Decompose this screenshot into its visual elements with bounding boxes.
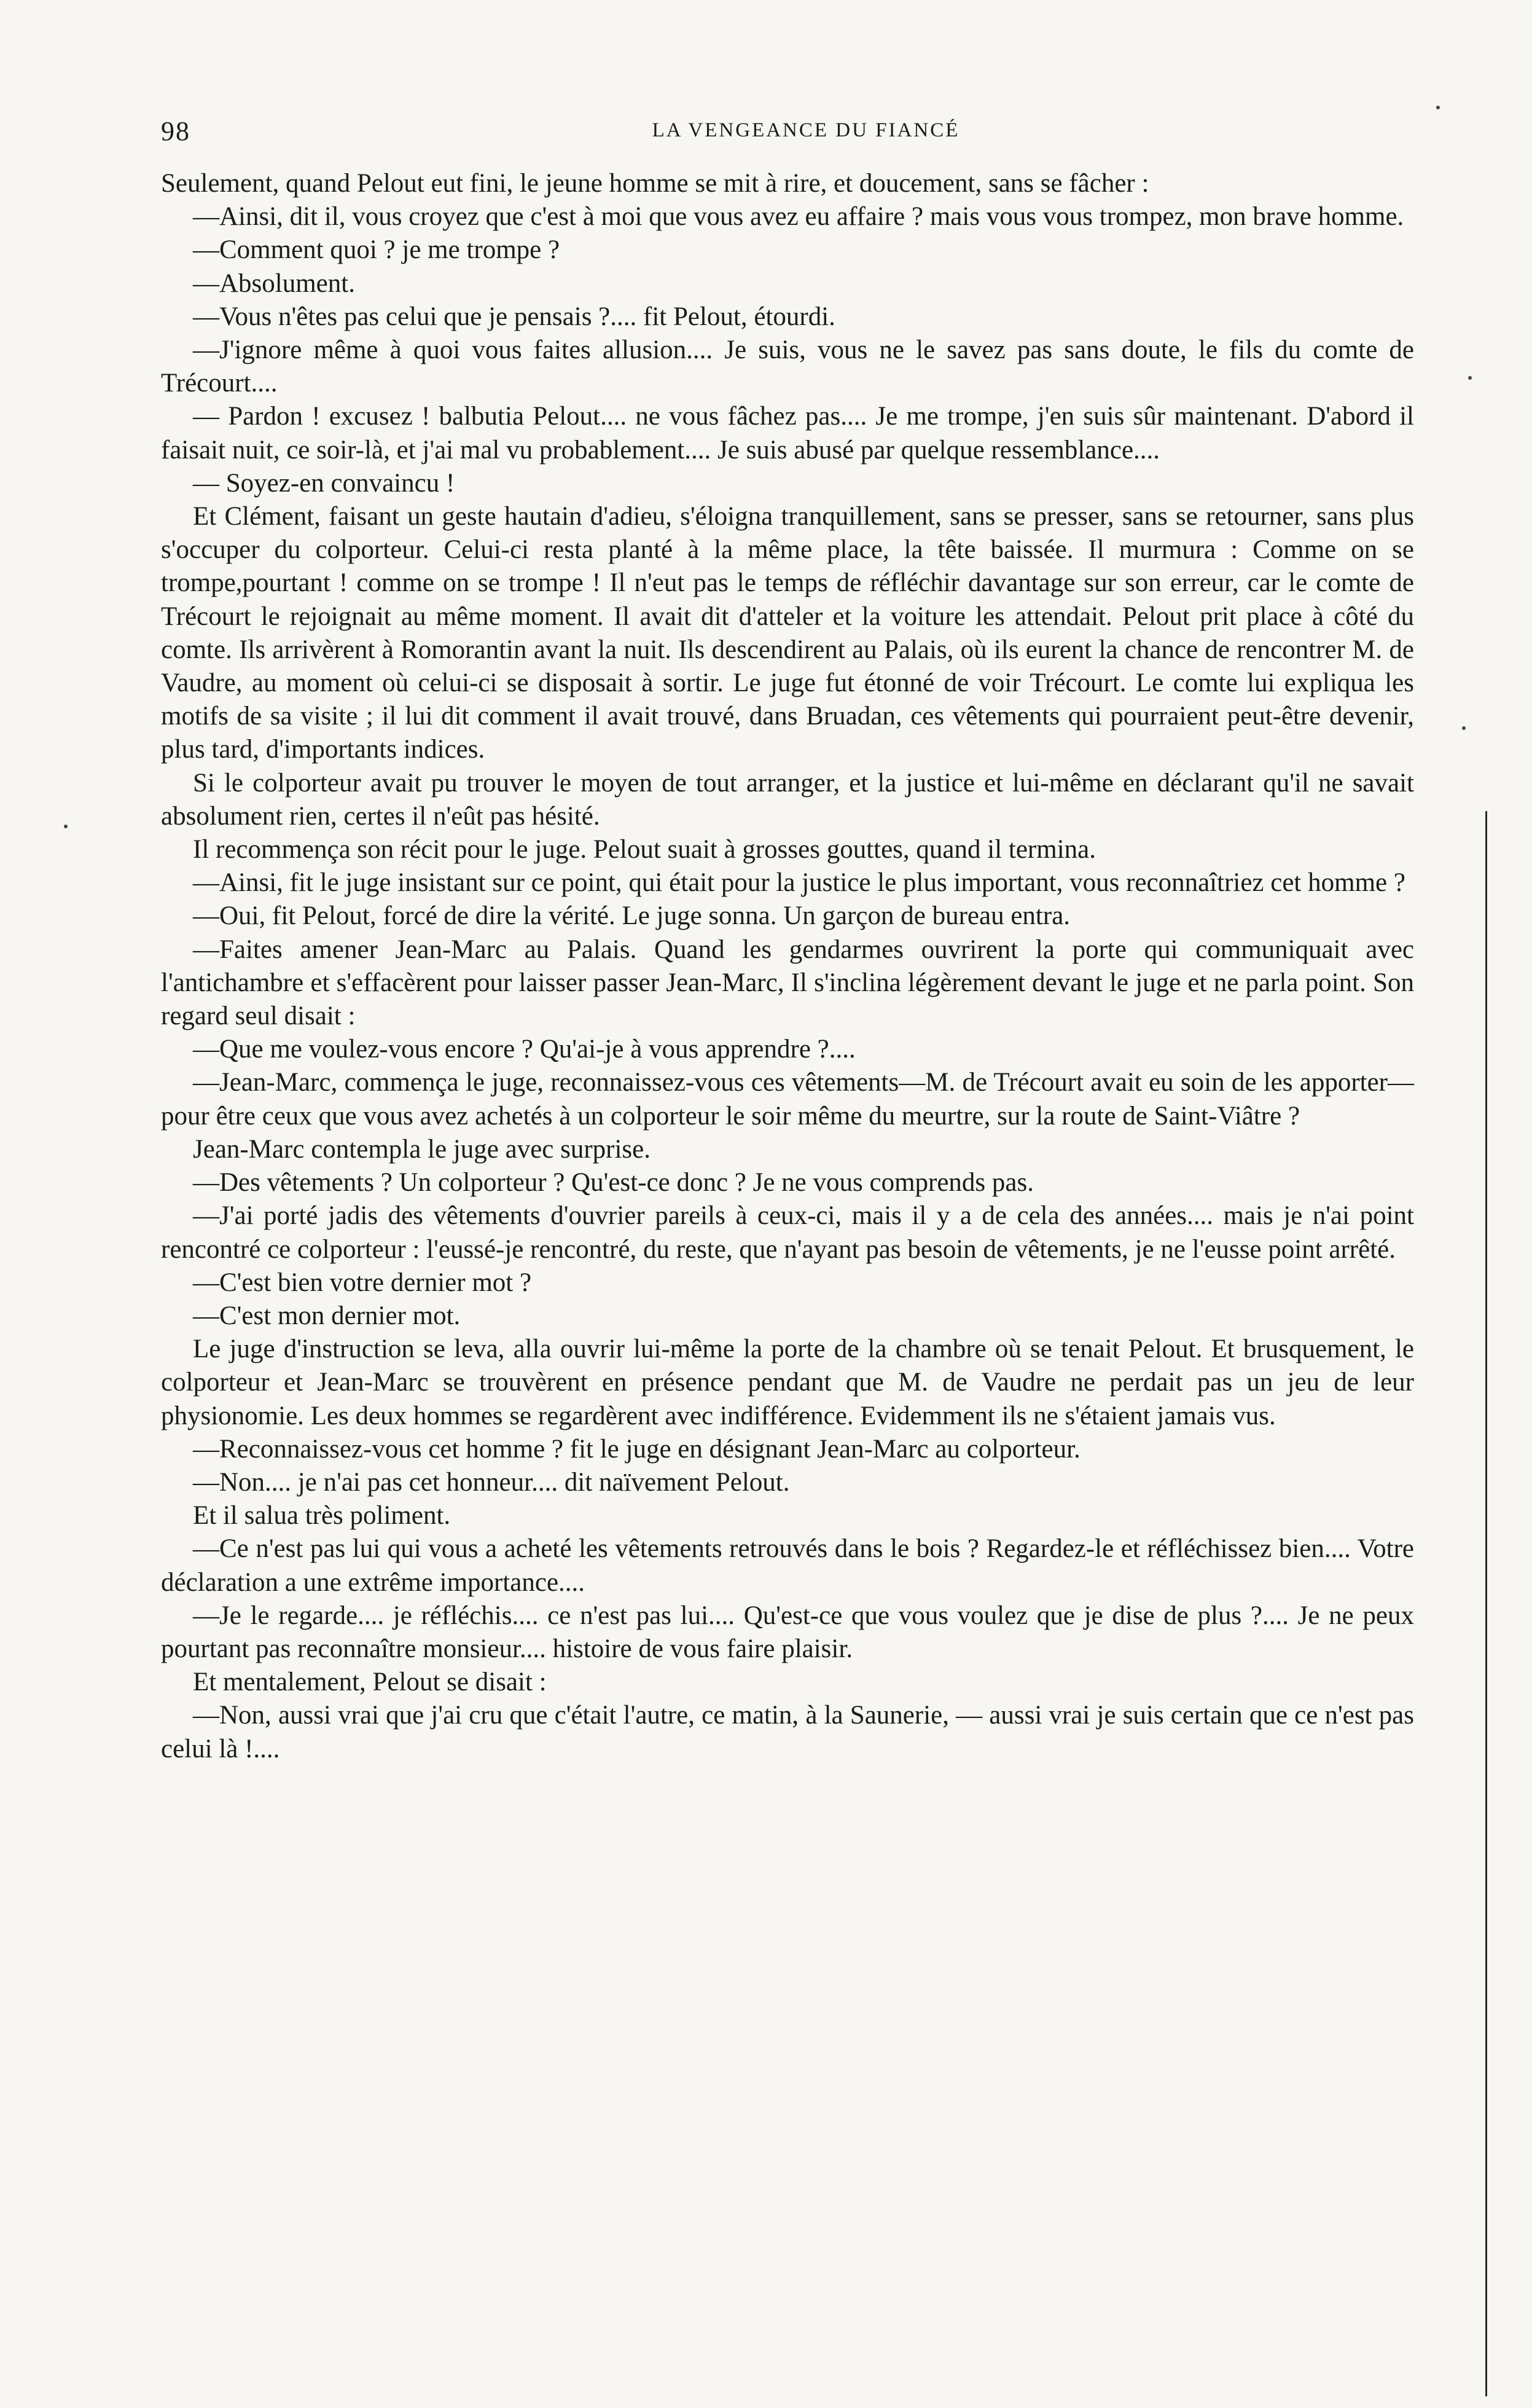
paragraph: —Comment quoi ? je me trompe ?: [193, 235, 560, 265]
paragraph: — Pardon ! excusez ! balbutia Pelout.... ne vous fâchez pas.... Je me trompe, j'en suis sûr maintenant. D'abord il faisait nuit, ce soir-là, et j'ai mal vu probablement.... Je suis abusé par quelque ressemblance....: [161, 402, 1414, 465]
paragraph: —Vous n'êtes pas celui que je pensais ?.... fit Pelout, étourdi.: [193, 302, 835, 331]
paragraph: —C'est mon dernier mot.: [193, 1301, 461, 1330]
paragraph: —Non.... je n'ai pas cet honneur.... dit naïvement Pelout.: [193, 1467, 790, 1497]
paragraph: Il recommença son récit pour le juge. Pelout suait à grosses gouttes, quand il termina.: [193, 835, 1096, 865]
paragraph: —Ainsi, fit le juge insistant sur ce point, qui était pour la justice le plus important, vous reconnaîtriez cet homme ?: [193, 868, 1405, 898]
paragraph: —Non, aussi vrai que j'ai cru que c'était l'autre, ce matin, à la Saunerie, — aussi vrai je suis certain que ce n'est pas celui là !....: [161, 1701, 1414, 1763]
running-title: LA VENGEANCE DU FIANCÉ: [652, 119, 960, 141]
page-header: [161, 116, 1451, 152]
body-text: [161, 167, 1414, 1766]
print-speck: [1468, 376, 1472, 380]
paragraph: —Oui, fit Pelout, forcé de dire la vérité. Le juge sonna. Un garçon de bureau entra.: [193, 901, 1071, 931]
paragraph: —Ainsi, dit il, vous croyez que c'est à moi que vous avez eu affaire ? mais vous vous trompez, mon brave homme.: [193, 202, 1404, 232]
paragraph: Et Clément, faisant un geste hautain d'adieu, s'éloigna tranquillement, sans se presser, sans se retourner, sans plus s'occuper du colporteur. Celui-ci resta planté à la même place, la tête baissée. Il murmura : Comme on se trompe,pourtant ! comme on se trompe ! Il n'eut pas le temps de réfléchir davantage sur son erreur, car le comte de Trécourt le rejoignait au même moment. Il avait dit d'atteler et la voiture les attendait. Pelout prit place à côté du comte. Ils arrivèrent à Romorantin avant la nuit. Ils descendirent au Palais, où ils eurent la chance de rencontrer M. de Vaudre, au moment où celui-ci se disposait à sortir. Le juge fut étonné de voir Trécourt. Le comte lui expliqua les motifs de sa visite ; il lui dit comment il avait trouvé, dans Bruadan, ces vêtements qui pourraient peut-être devenir, plus tard, d'importants indices.: [161, 502, 1414, 764]
paragraph: —Je le regarde.... je réfléchis.... ce n'est pas lui.... Qu'est-ce que vous voulez que je dise de plus ?.... Je ne peux pourtant pas reconnaître monsieur.... histoire de vous faire plaisir.: [161, 1601, 1414, 1663]
paragraph: —Jean-Marc, commença le juge, reconnaissez-vous ces vêtements—M. de Trécourt avait eu soin de les apporter—pour être ceux que vous avez achetés à un colporteur le soir même du meurtre, sur la route de Saint-Viâtre ?: [161, 1068, 1414, 1131]
paragraph: Le juge d'instruction se leva, alla ouvrir lui-même la porte de la chambre où se tenait Pelout. Et brusquement, le colporteur et Jean-Marc se trouvèrent en présence pendant que M. de Vaudre ne perdait pas un jeu de leur physionomie. Les deux hommes se regardèrent avec indifférence. Evidemment ils ne s'étaient jamais vus.: [161, 1335, 1414, 1430]
paragraph: —Faites amener Jean-Marc au Palais. Quand les gendarmes ouvrirent la porte qui communiquait avec l'antichambre et s'effacèrent pour laisser passer Jean-Marc, Il s'inclina légèrement devant le juge et ne parla point. Son regard seul disait :: [161, 935, 1414, 1031]
paragraph: —Reconnaissez-vous cet homme ? fit le juge en désignant Jean-Marc au colporteur.: [193, 1434, 1081, 1464]
paragraph: — Soyez-en convaincu !: [193, 468, 455, 498]
paragraph: Et mentalement, Pelout se disait :: [193, 1668, 547, 1697]
paragraph: Jean-Marc contempla le juge avec surprise.: [193, 1134, 651, 1164]
paragraph: Seulement, quand Pelout eut fini, le jeune homme se mit à rire, et doucement, sans se fâcher :: [161, 169, 1149, 198]
print-speck: [1436, 106, 1440, 109]
page-gutter-line: [1485, 811, 1487, 2396]
paragraph: Et il salua très poliment.: [193, 1501, 451, 1531]
page-number: 98: [161, 116, 190, 146]
print-speck: [64, 825, 68, 828]
paragraph: —J'ai porté jadis des vêtements d'ouvrier pareils à ceux-ci, mais il y a de cela des années.... mais je n'ai point rencontré ce colporteur : l'eussé-je rencontré, du reste, que n'ayant pas besoin de vêtements, je ne l'eusse point arrêté.: [161, 1201, 1414, 1264]
paragraph: —Absolument.: [193, 269, 355, 298]
paragraph: —Des vêtements ? Un colporteur ? Qu'est-ce donc ? Je ne vous comprends pas.: [193, 1168, 1034, 1198]
paragraph: —C'est bien votre dernier mot ?: [193, 1268, 532, 1297]
paragraph: —J'ignore même à quoi vous faites allusion.... Je suis, vous ne le savez pas sans doute, le fils du comte de Trécourt....: [161, 335, 1414, 398]
paragraph: —Ce n'est pas lui qui vous a acheté les vêtements retrouvés dans le bois ? Regardez-le et réfléchissez bien.... Votre déclaration a une extrême importance....: [161, 1534, 1414, 1597]
paragraph: —Que me voulez-vous encore ? Qu'ai-je à vous apprendre ?....: [193, 1035, 856, 1064]
paragraph: Si le colporteur avait pu trouver le moyen de tout arranger, et la justice et lui-même en déclarant qu'il ne savait absolument rien, certes il n'eût pas hésité.: [161, 768, 1414, 831]
print-speck: [1462, 726, 1466, 730]
